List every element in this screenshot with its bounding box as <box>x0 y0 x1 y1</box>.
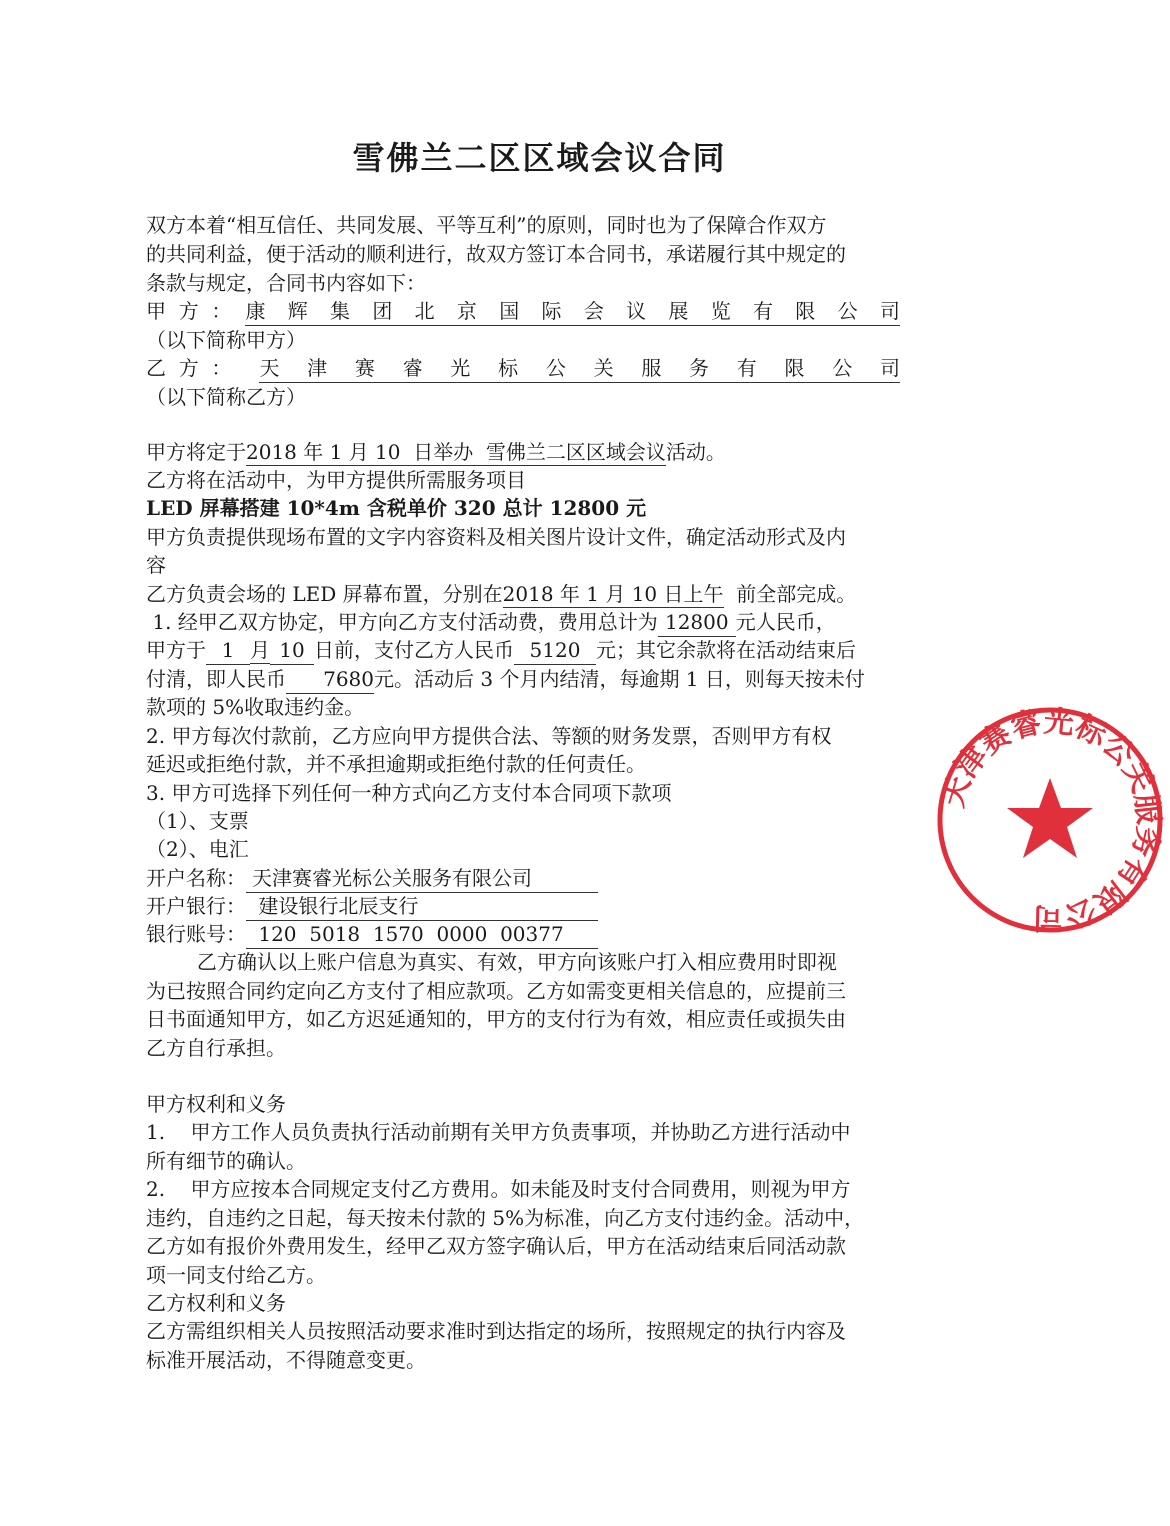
party-a-name-char: 国 <box>499 299 520 323</box>
b-rights-heading: 乙方权利和义务 <box>146 1291 286 1315</box>
b-rights-line-1: 乙方需组织相关人员按照活动要求准时到达指定的场所，按照规定的执行内容及 <box>146 1319 846 1343</box>
a-duty-line-2: 容 <box>146 553 166 577</box>
party-b-name-char: 限 <box>784 356 805 380</box>
account-number-value: 120 5018 1570 0000 00377 <box>246 920 598 949</box>
party-b-name-char: 睿 <box>402 356 423 380</box>
party-b-name-char: 津 <box>307 356 328 380</box>
clause1-mid2: 日前，支付乙方人民币 <box>314 638 514 662</box>
party-a-name <box>245 297 900 326</box>
account-name-value: 天津赛睿光标公关服务有限公司 <box>246 864 598 893</box>
party-a-name-char: 北 <box>414 299 435 323</box>
a-rights-line-1: 1. 甲方工作人员负责执行活动前期有关甲方负责事项，并协助乙方进行活动中 <box>146 1120 851 1144</box>
party-a-name-char: 司 <box>879 299 900 323</box>
a-rights-line-2: 所有细节的确认。 <box>146 1149 306 1173</box>
b-rights-line-2: 标准开展活动，不得随意变更。 <box>146 1348 426 1372</box>
company-seal <box>930 700 1170 940</box>
document-title: 雪佛兰二区区域会议合同 <box>352 139 727 177</box>
clause1-month: 1 <box>206 636 250 665</box>
party-b-name-char: 光 <box>450 356 471 380</box>
event-suffix: 活动。 <box>665 440 726 464</box>
party-b-name-char: 服 <box>641 356 662 380</box>
confirm-line-2: 为已按照合同约定向乙方支付了相应款项。乙方如需变更相关信息的，应提前三 <box>146 979 846 1003</box>
party-a-abbr: （以下简称甲方） <box>146 328 306 352</box>
account-number-label: 银行账号： <box>146 922 246 946</box>
clause1-day: 10 <box>270 636 314 665</box>
clause1-line-4: 款项的 5%收取违约金。 <box>146 695 365 719</box>
clause1-l3-prefix: 付清，即人民币 <box>146 667 286 691</box>
clause1-l2-suffix: 元；其它余款将在活动结束后 <box>596 638 856 662</box>
clause3-line: 3. 甲方可选择下列任何一种方式向乙方支付本合同项下款项 <box>146 781 672 805</box>
event-prefix: 甲方将定于 <box>146 440 246 464</box>
clause1-total: 12800 <box>658 608 736 637</box>
intro-line-3: 条款与规定，合同书内容如下： <box>146 271 426 295</box>
party-b-name-char: 天 <box>259 356 280 380</box>
party-b-abbr: （以下简称乙方） <box>146 385 306 409</box>
account-bank-label: 开户银行： <box>146 894 246 918</box>
seal-text: 天津赛睿光标公关服务有限公司 <box>935 704 1166 936</box>
a-rights-line-5: 乙方如有报价外费用发生，经甲乙双方签字确认后，甲方在活动结束后同活动款 <box>146 1234 846 1258</box>
a-duty-line-1: 甲方负责提供现场布置的文字内容资料及相关图片设计文件，确定活动形式及内 <box>146 525 846 549</box>
event-line <box>146 438 726 466</box>
account-bank-row <box>146 892 598 921</box>
party-a-label: 甲 方 ： <box>146 299 232 323</box>
party-a-line <box>146 297 900 326</box>
clause1-l1-suffix: 元人民币， <box>735 610 836 634</box>
party-a-name-char: 有 <box>753 299 773 323</box>
clause2-line-1: 2. 甲方每次付款前，乙方应向甲方提供合法、等额的财务发票，否则甲方有权 <box>146 724 832 748</box>
party-a-name-char: 际 <box>541 299 562 323</box>
party-a-name-char: 集 <box>330 299 351 323</box>
party-a-name-char: 辉 <box>287 299 308 323</box>
confirm-line-3: 日书面通知甲方，如乙方迟延通知的，甲方的支付行为有效，相应责任或损失由 <box>146 1007 846 1031</box>
b-duty-date: 2018 年 1 月 10 日上午 <box>502 582 724 606</box>
seal-star-icon <box>1007 778 1093 858</box>
event-date: 2018 年 1 月 10 日举办 雪佛兰二区区域会议 <box>246 440 666 464</box>
party-a-name-char: 限 <box>795 299 816 323</box>
clause1-l3-suffix: 元。活动后 3 个月内结清，每逾期 1 日，则每天按未付 <box>374 667 865 691</box>
party-b-label: 乙 方 ： <box>146 356 232 380</box>
clause1-balance: 7680 <box>286 665 374 694</box>
party-b-name <box>259 354 900 383</box>
clause1-prefix: 1. 经甲乙双方协定，甲方向乙方支付活动费，费用总计为 <box>146 610 658 634</box>
payment-option-2: （2）、电汇 <box>146 837 249 861</box>
account-bank-value: 建设银行北辰支行 <box>246 892 598 921</box>
account-number-row <box>146 920 598 949</box>
party-a-name-char: 团 <box>372 299 393 323</box>
party-b-name-char: 关 <box>593 356 614 380</box>
clause1-deposit: 5120 <box>514 636 596 665</box>
party-a-name-char: 京 <box>456 299 477 323</box>
party-b-name-char: 有 <box>736 356 757 380</box>
account-name-row <box>146 864 598 893</box>
party-b-line <box>146 354 900 383</box>
party-a-name-char: 议 <box>626 299 647 323</box>
party-b-name-char: 标 <box>498 356 519 380</box>
party-b-name-char: 公 <box>545 356 566 380</box>
confirm-line-1: 乙方确认以上账户信息为真实、有效，甲方向该账户打入相应费用时即视 <box>146 950 837 974</box>
clause1-month-unit: 月 <box>250 638 270 662</box>
confirm-line-4: 乙方自行承担。 <box>146 1036 286 1060</box>
intro-line-2: 的共同利益，便于活动的顺利进行，故双方签订本合同书，承诺履行其中规定的 <box>146 242 846 266</box>
clause1-l2-prefix: 甲方于 <box>146 638 206 662</box>
b-duty-line <box>146 580 856 608</box>
party-a-name-char: 展 <box>668 299 689 323</box>
party-b-name-char: 务 <box>689 356 710 380</box>
intro-line-1: 双方本着“相互信任、共同发展、平等互利”的原则，同时也为了保障合作双方 <box>146 213 827 237</box>
clause1-line-2 <box>146 636 856 665</box>
b-duty-prefix: 乙方负责会场的 LED 屏幕布置，分别在 <box>146 582 503 606</box>
a-rights-heading: 甲方权利和义务 <box>146 1092 286 1116</box>
service-line: 乙方将在活动中，为甲方提供所需服务项目 <box>146 468 526 492</box>
clause1-line-3 <box>146 665 865 694</box>
clause1-line-1 <box>146 608 836 637</box>
b-duty-suffix: 前全部完成。 <box>723 582 857 606</box>
payment-option-1: （1）、支票 <box>146 809 249 833</box>
a-rights-line-3: 2. 甲方应按本合同规定支付乙方费用。如未能及时支付合同费用，则视为甲方 <box>146 1177 851 1201</box>
party-a-name-char: 览 <box>710 299 731 323</box>
party-b-name-char: 公 <box>832 356 853 380</box>
account-name-label: 开户名称： <box>146 866 246 890</box>
party-a-name-char: 会 <box>583 299 604 323</box>
clause2-line-2: 延迟或拒绝付款，并不承担逾期或拒绝付款的任何责任。 <box>146 752 646 776</box>
a-rights-line-4: 违约，自违约之日起，每天按未付款的 5%为标准，向乙方支付违约金。活动中， <box>146 1206 865 1230</box>
led-line: LED 屏幕搭建 10*4m 含税单价 320 总计 12800 元 <box>146 496 647 520</box>
party-a-name-char: 康 <box>245 299 266 323</box>
a-rights-line-6: 项一同支付给乙方。 <box>146 1263 326 1287</box>
party-a-name-char: 公 <box>837 299 858 323</box>
party-b-name-char: 赛 <box>354 356 375 380</box>
party-b-name-char: 司 <box>879 356 900 380</box>
